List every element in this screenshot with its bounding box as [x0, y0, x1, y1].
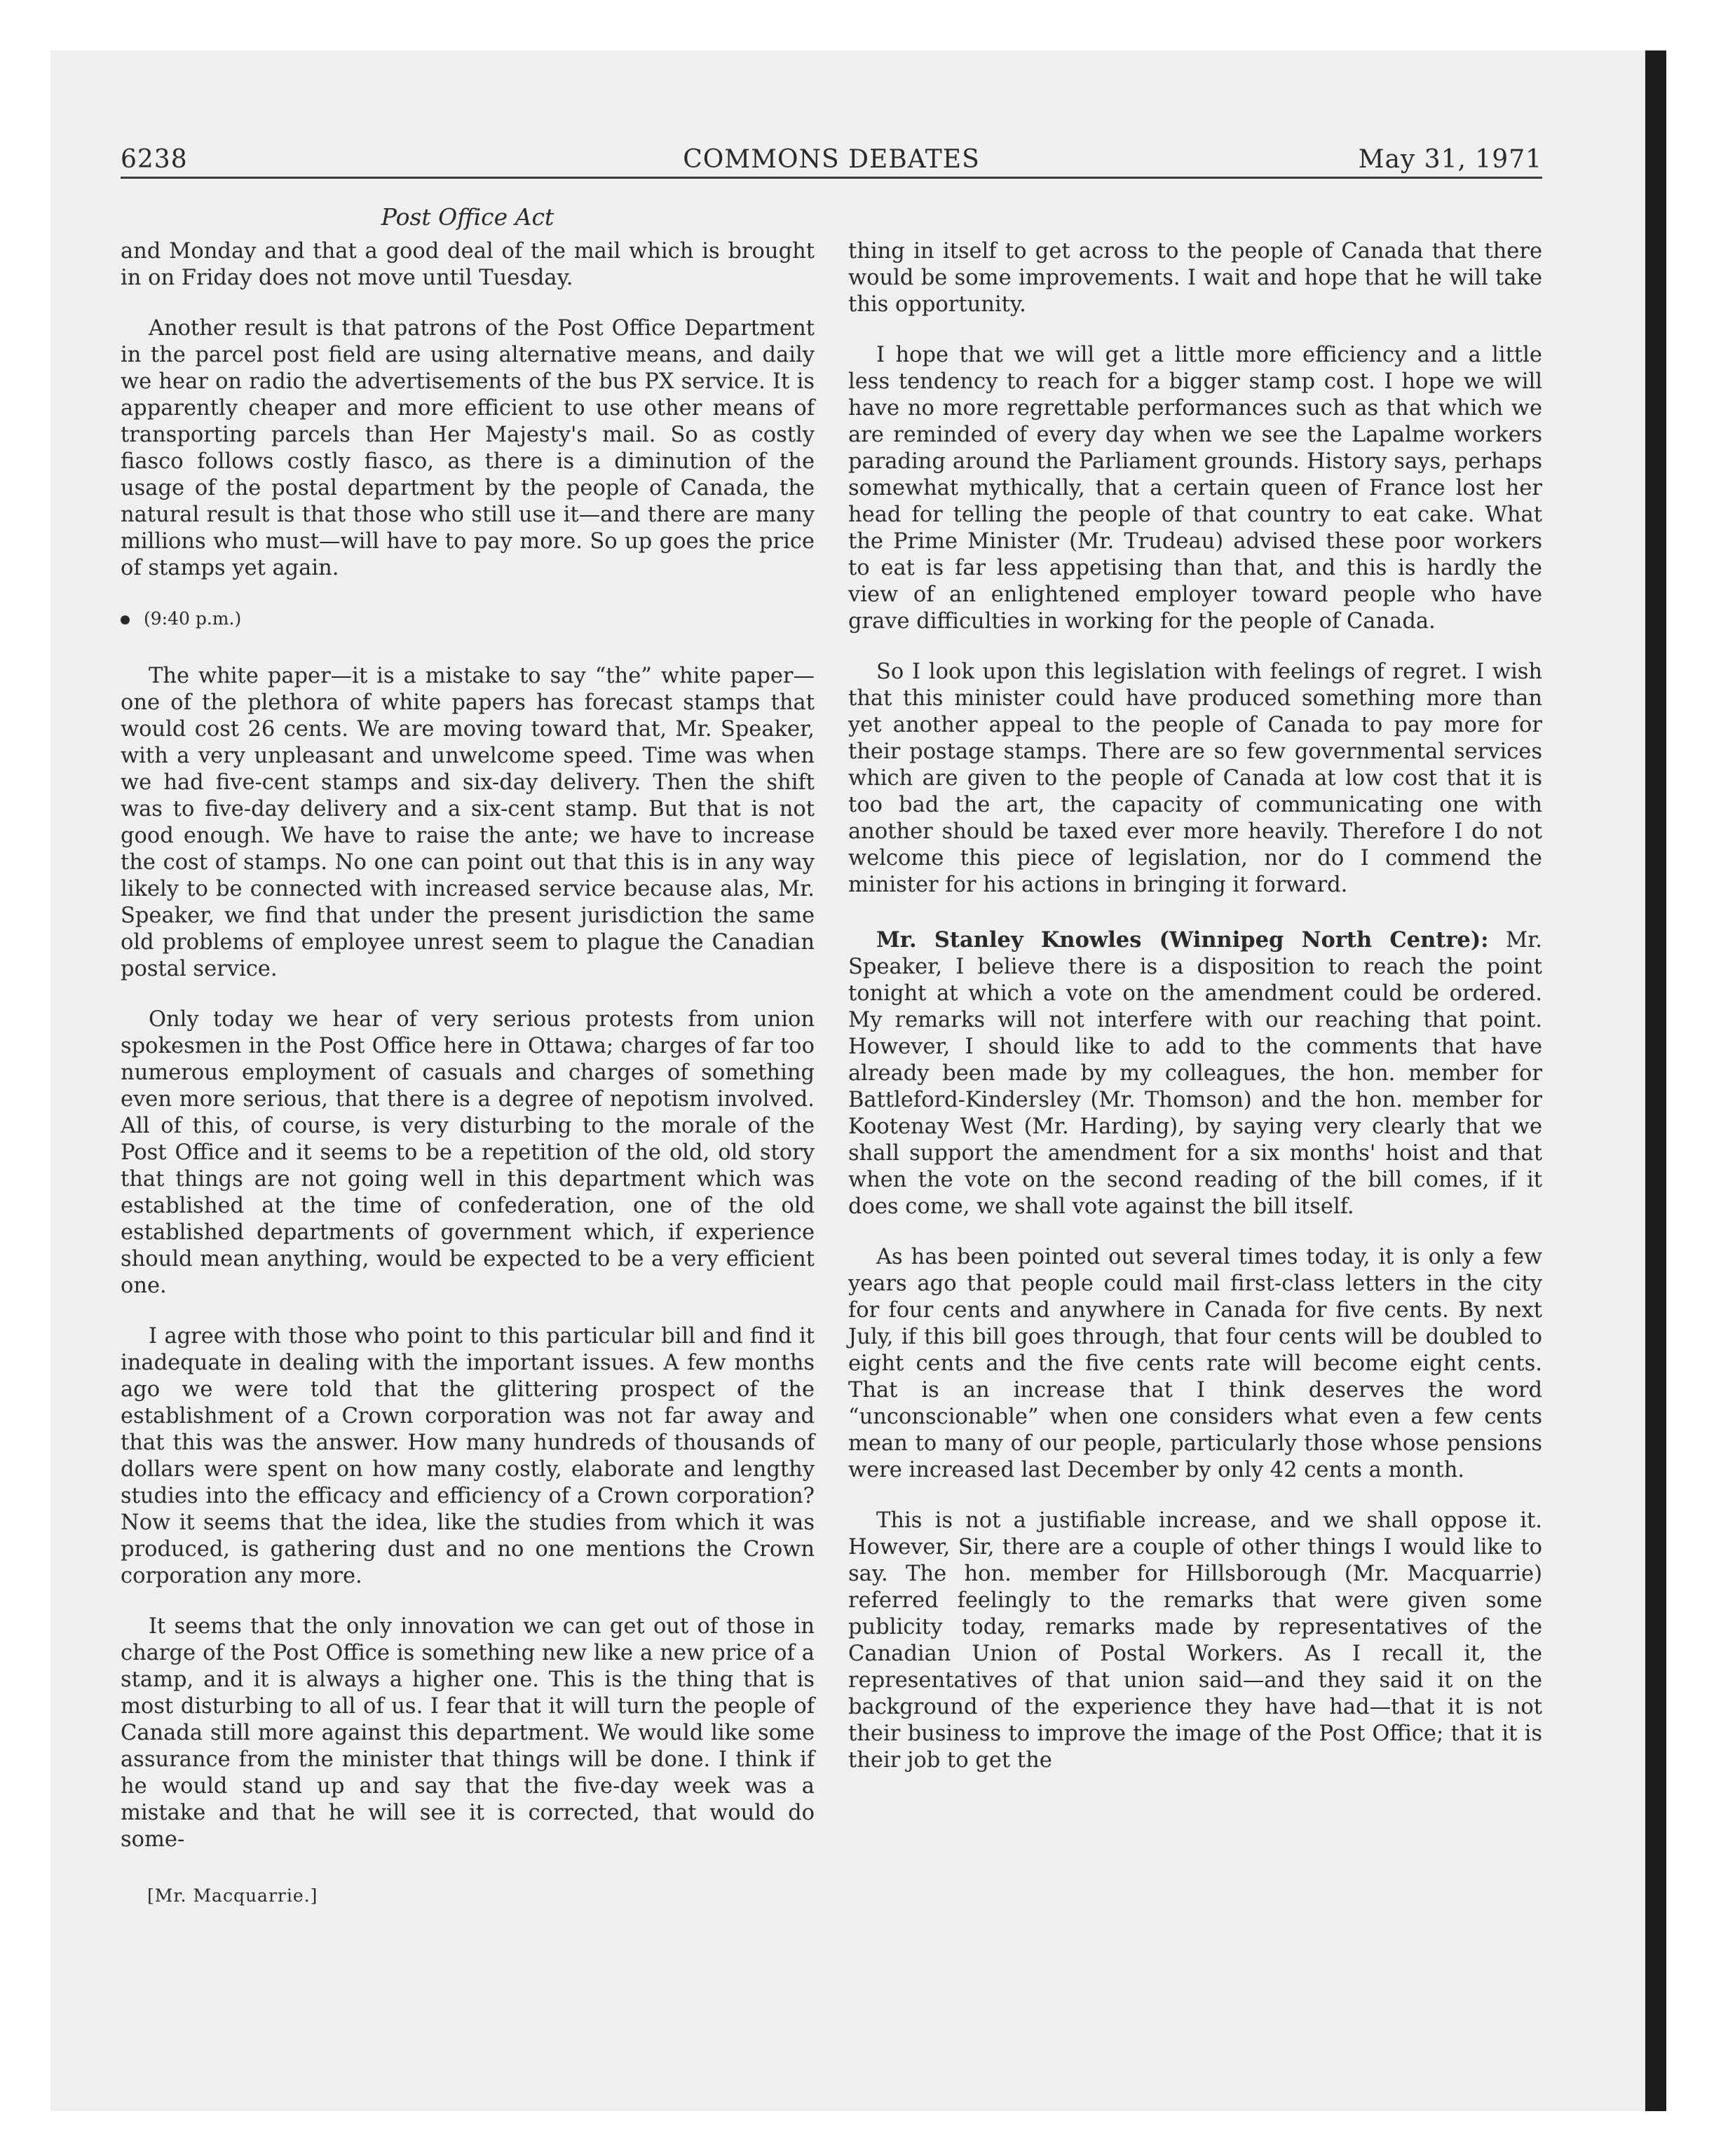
paragraph: and Monday and that a good deal of the mail which is brought in on Friday does not move until Tuesday.	[121, 239, 815, 290]
paragraph: I hope that we will get a little more efficiency and a little less tendency to reach for a bigger stamp cost. I hope we will have no more regrettable performances such as that which we are reminded of every day when we see the Lapalme workers parading around the Parliament grounds. History says, perhaps somewhat mythically, that a certain queen of France lost her head for telling the people of that country to eat cake. What the Prime Minister (Mr. Trudeau) advised these poor workers to eat is far less appetising than that, and this is hardly the view of an enlightened employer toward people who have grave difficulties in working for the people of Canada.	[848, 343, 1542, 634]
paragraph: Another result is that patrons of the Post Office Department in the parcel post field are using alternative means, and daily we hear on radio the advertisements of the bus PX service. It is apparently cheaper and more efficient to use other means of transporting parcels than Her Majesty's mail. So as costly fiasco follows costly fiasco, as there is a diminution of the usage of the postal department by the people of Canada, the natural result is that those who still use it—and there are many millions who must—will have to pay more. So up goes the price of stamps yet again.	[121, 316, 815, 580]
paragraph: I agree with those who point to this particular bill and find it inadequate in dealing with the important issues. A few months ago we were told that the glittering prospect of the establishment of a Crown corporation was not far away and that this was the answer. How many hundreds of thousands of dollars were spent on how many costly, elaborate and lengthy studies into the efficacy and efficiency of a Crown corporation? Now it seems that the idea, like the studies from which it was produced, is gathering dust and no one mentions the Crown corporation any more.	[121, 1324, 815, 1588]
paragraph: This is not a justifiable increase, and we shall oppose it. However, Sir, there are a couple of other things I would like to say. The hon. member for Hillsborough (Mr. Macquarrie) referred feelingly to the remarks that were given some publicity today, remarks made by representatives of the Canadian Union of Postal Workers. As I recall it, the representatives of that union said—and they said it on the background of the experience they have had—that it is not their business to improve the image of the Post Office; that it is their job to get the	[848, 1508, 1542, 1773]
page-date: May 31, 1971	[1358, 145, 1542, 174]
paragraph: As has been pointed out several times today, it is only a few years ago that people could mail first-class letters in the city for four cents and anywhere in Canada for five cents. By next July, if this bill goes through, that four cents will be doubled to eight cents and the five cents rate will become eight cents. That is an increase that I think deserves the word “unconscionable” when one considers what even a few cents mean to many of our people, particularly those whose pensions were increased last December by only 42 cents a month.	[848, 1245, 1542, 1482]
speaker-name: Mr. Stanley Knowles (Winnipeg North Centre):	[876, 927, 1489, 953]
page-number: 6238	[121, 145, 188, 174]
paragraph: The white paper—it is a mistake to say “the” white paper—one of the plethora of white papers has forecast stamps that would cost 26 cents. We are moving toward that, Mr. Speaker, with a very unpleasant and unwelcome speed. Time was when we had five-cent stamps and six-day delivery. Then the shift was to five-day delivery and a six-cent stamp. But that is not good enough. We have to raise the ante; we have to increase the cost of stamps. No one can point out that this is in any way likely to be connected with increased service because alas, Mr. Speaker, we find that under the present jurisdiction the same old problems of employee unrest seem to plague the Canadian postal service.	[121, 664, 815, 981]
running-title: COMMONS DEBATES	[683, 145, 980, 174]
time-marker-text: (9:40 p.m.)	[144, 608, 242, 629]
bullet-icon	[121, 615, 130, 625]
paragraph: thing in itself to get across to the people of Canada that there would be some improvements. I wait and hope that he will take this opportunity.	[848, 239, 1542, 317]
paragraph: It seems that the only innovation we can get out of those in charge of the Post Office is something new like a new price of a stamp, and it is always a higher one. This is the thing that is most disturbing to all of us. I fear that it will turn the people of Canada still more against this department. We would like some assurance from the minister that things will be done. I think if he would stand up and say that the five-day week was a mistake and that he will see it is corrected, that would do some-	[121, 1614, 815, 1852]
section-title: Post Office Act	[381, 203, 554, 231]
speech-paragraph	[848, 927, 1542, 1220]
time-marker	[121, 606, 815, 632]
scan-edge-shadow	[1645, 50, 1666, 2111]
speech-text: Mr. Speaker, I believe there is a disposition to reach the point tonight at which a vote on the amendment could be ordered. My remarks will not interfere with our reaching that point. However, I should like to add to the comments that have already been made by my colleagues, the hon. member for Battleford-Kindersley (Mr. Thomson) and the hon. member for Kootenay West (Mr. Harding), by saying very clearly that we shall support the amendment for a six months' hoist and that when the vote on the second reading of the bill comes, if it does come, we shall vote against the bill itself.	[848, 928, 1542, 1219]
right-column	[848, 238, 1542, 1798]
left-column	[121, 238, 815, 1877]
speaker-footnote: [Mr. Macquarrie.]	[147, 1885, 318, 1906]
paragraph: So I look upon this legislation with feelings of regret. I wish that this minister could have produced something more than yet another appeal to the people of Canada to pay more for their postage stamps. There are so few governmental services which are given to the people of Canada at low cost that it is too bad the art, the capacity of communicating one with another should be taxed ever more heavily. Therefore I do not welcome this piece of legislation, nor do I commend the minister for his actions in bringing it forward.	[848, 660, 1542, 897]
paragraph: Only today we hear of very serious protests from union spokesmen in the Post Office here in Ottawa; charges of far too numerous employment of casuals and charges of something even more serious, that there is a degree of nepotism involved. All of this, of course, is very disturbing to the morale of the Post Office and it seems to be a repetition of the old, old story that things are not going well in this department which was established at the time of confederation, one of the old established departments of government which, if experience should mean anything, would be expected to be a very efficient one.	[121, 1007, 815, 1298]
page-header	[121, 140, 1542, 179]
